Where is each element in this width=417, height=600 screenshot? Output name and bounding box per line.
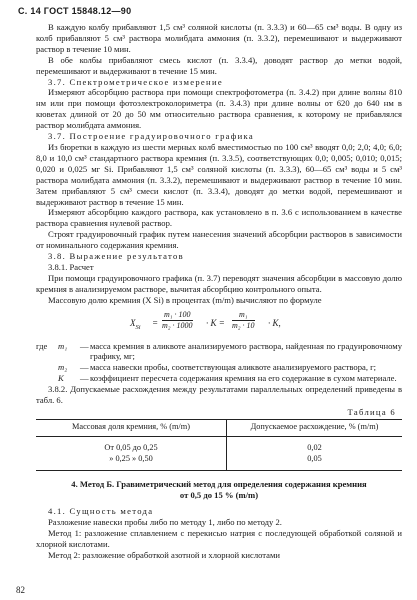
section-heading: 4.1. Сущность метода <box>48 506 154 517</box>
paragraph: Метод 1: разложение сплавлением с перекисью натрия с последующей обработкой соляной и хлорной кислотами. <box>36 528 402 550</box>
table-caption: Таблица 6 <box>347 407 396 417</box>
table-row <box>36 454 402 465</box>
method-title: 4. Метод Б. Гравиметрический метод для определения содержания кремния от 0,5 до 15 % (m/m) <box>71 479 367 500</box>
document-body <box>36 22 402 561</box>
definition-symbol: m₂ <box>58 362 68 373</box>
page-header: С. 14 ГОСТ 15848.12—90 <box>18 6 132 16</box>
subsection-heading: 3.8.1. Расчет <box>48 261 94 272</box>
table-cell-range: » 0,25 » 0,50 <box>36 454 227 465</box>
paragraph: Разложение навески пробы либо по методу 1, либо по методу 2. <box>48 517 282 528</box>
formula-middle: · K = <box>206 317 225 328</box>
formula-tail: · K, <box>268 317 281 328</box>
page-number: 82 <box>16 585 25 595</box>
definition-text: масса кремния в аликвоте анализируемого раствора, найденная по градуировочному графику, мг; <box>90 340 402 362</box>
definition-symbol: m₁ <box>58 340 68 351</box>
paragraph: В обе колбы прибавляют смесь кислот (п. 3.3.4), доводят раствор до метки водой, перемешивают и выдерживают в течение 15 мин. <box>36 54 402 76</box>
paragraph: 3.8.2. Допускаемые расхождения между результатами параллельных определений приведены в табл. 6. <box>36 384 402 406</box>
paragraph: При помощи градуировочного графика (п. 3.7) переводят значения абсорбции в массовую долю кремния в анализируемом растворе, вычитая абсорбцию контрольного опыта. <box>36 272 402 294</box>
table-cell-range: От 0,05 до 0,25 <box>36 443 227 454</box>
paragraph: Из бюретки в каждую из шести мерных колб вместимостью по 100 см³ вводят 0,0; 2,0; 4,0; 6,0; 8,0 и 10,0 см³ стандартного раствора кремния (п. 3.3.5), соответствующих 0,0; 0,005; 0,010; 0,015; 0,020 и 0,025 мг Si. Прибавляют 1,5 см³ соляной кислоты (п. 3.3.3), 60—65 см³ воды и 5 см³ раствора молибдата аммония (п. 3.3.2), перемешивают и выдерживают раствор в течение 10 мин. Затем прибавляют 5 см³ смеси кислот (п. 3.3.4), доводят до метки водой, перемешивают и выдерживают раствор в течение 15 мин. <box>36 141 402 207</box>
definition-symbol: K <box>58 373 64 384</box>
definition-item: где m₁ — масса кремния в аликвоте анализируемого раствора, найденная по градуировочному графику, мг; <box>36 340 402 362</box>
paragraph: Измеряют абсорбцию каждого раствора, как установлено в п. 3.6 с использованием в качестве раствора сравнения нулевой раствор. <box>36 207 402 229</box>
definition-item: m₂ — масса навески пробы, соответствующая аликвоте анализируемого раствора, г; <box>36 362 402 373</box>
formula-fraction-2: m₁ m₂ · 10 <box>232 309 255 330</box>
definition-item: K — коэффициент пересчета содержания кремния на его содержание в сухом материале. <box>36 373 402 384</box>
formula-fraction-1: m₁ · 100 m₂ · 1000 <box>162 309 193 330</box>
formula <box>36 309 402 339</box>
definition-text: масса навески пробы, соответствующая аликвоте анализируемого раствора, г; <box>90 362 377 373</box>
where-label: где <box>36 340 48 351</box>
section-heading: 3.7. Построение градуировочного графика <box>48 131 255 142</box>
table-cell-tolerance: 0,05 <box>307 453 322 463</box>
paragraph: Массовую долю кремния (X Si) в процентах (m/m) вычисляют по формуле <box>48 294 322 305</box>
paragraph: Строят градуировочный график путем нанесения значений абсорбции растворов в зависимости от номинального содержания кремния. <box>36 229 402 251</box>
definitions-list <box>36 341 402 385</box>
table-cell-tolerance: 0,02 <box>307 443 322 453</box>
section-heading: 3.7. Спектрометрическое измерение <box>48 76 223 87</box>
tolerance-table <box>36 419 402 472</box>
table-header-tolerance: Допускаемое расхождение, % (m/m) <box>227 419 403 437</box>
formula-lhs: $X_{Si}$ <box>130 317 141 331</box>
paragraph: В каждую колбу прибавляют 1,5 см³ соляной кислоты (п. 3.3.3) и 60—65 см³ воды. В одну из колб прибавляют 5 см³ раствора молибдата аммония (п. 3.3.2), перемешивают и выдерживают раствор в течение 10 мин. <box>36 22 402 54</box>
table-header-mass-fraction: Массовая доля кремния, % (m/m) <box>36 419 227 437</box>
definition-text: коэффициент пересчета содержания кремния на его содержание в сухом материале. <box>90 373 397 384</box>
table-row <box>36 443 402 454</box>
formula-equals: = <box>152 317 159 328</box>
paragraph: Метод 2: разложение обработкой азотной и хлорной кислотами <box>48 550 281 561</box>
section-heading: 3.8. Выражение результатов <box>48 251 184 262</box>
paragraph: Измеряют абсорбцию раствора при помощи спектрофотометра (п. 3.4.2) при длине волны 810 нм или при помощи фотоэлектроколориметра (п. 3.4.3) при длине волны от 620 до 640 нм в кюветах длиной от 20 до 50 мм относительно раствора сравнения, к которому не прибавлялся раствор молибдата аммония. <box>36 87 402 131</box>
